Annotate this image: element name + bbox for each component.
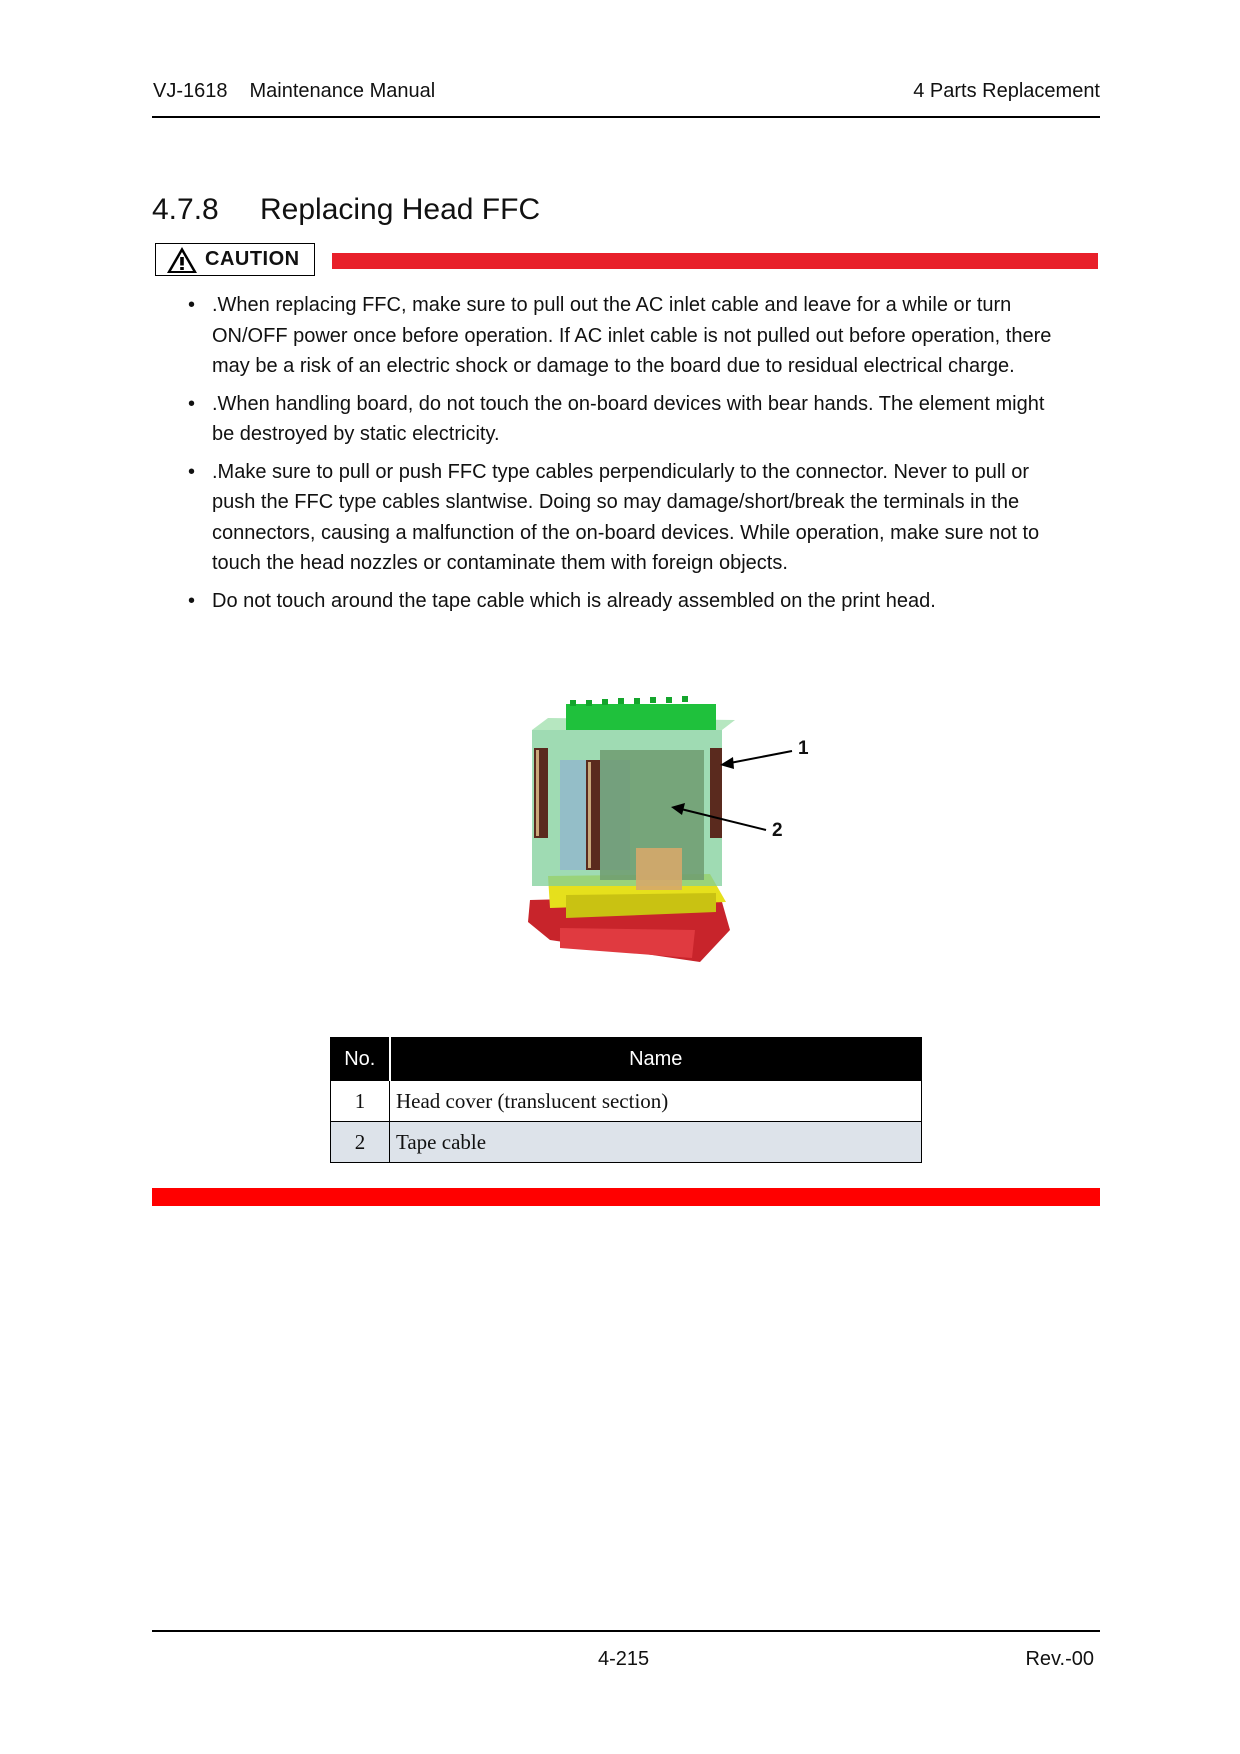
footer-divider bbox=[152, 1630, 1100, 1632]
revision-label: Rev.-00 bbox=[1025, 1648, 1094, 1670]
callout-1: 1 bbox=[798, 738, 809, 759]
warning-icon bbox=[166, 246, 198, 274]
table-row bbox=[331, 1122, 922, 1163]
caution-bar bbox=[332, 253, 1098, 269]
section-number: 4.7.8 bbox=[152, 192, 219, 226]
print-head-illustration bbox=[500, 690, 860, 980]
cell-name: Tape cable bbox=[390, 1122, 922, 1163]
callout-2: 2 bbox=[772, 820, 783, 841]
header-model: VJ-1618 bbox=[153, 80, 228, 102]
column-header-name: Name bbox=[390, 1038, 922, 1081]
table-row bbox=[331, 1081, 922, 1122]
parts-table bbox=[330, 1037, 922, 1163]
caution-badge bbox=[155, 243, 315, 276]
header-manual: Maintenance Manual bbox=[249, 80, 436, 102]
section-title-text: Replacing Head FFC bbox=[260, 192, 541, 226]
caution-label: CAUTION bbox=[205, 248, 300, 270]
page-number: 4-215 bbox=[598, 1648, 650, 1670]
caution-end-bar bbox=[152, 1188, 1100, 1206]
table-header-row bbox=[331, 1038, 922, 1081]
header-divider bbox=[152, 116, 1100, 118]
header-title bbox=[153, 80, 435, 103]
page-title bbox=[152, 193, 540, 227]
caution-item: • .When handling board, do not touch the on-board devices with bear hands. The element might be destroyed by static electricity. bbox=[188, 389, 1068, 450]
caution-item: • Do not touch around the tape cable which is already assembled on the print head. bbox=[188, 586, 1068, 617]
cell-name: Head cover (translucent section) bbox=[390, 1081, 922, 1122]
caution-item: • .When replacing FFC, make sure to pull out the AC inlet cable and leave for a while or turn ON/OFF power once before operation. If AC inlet cable is not pulled out before operation, there may be a risk of an electric shock or damage to the board due to residual electrical charge. bbox=[188, 290, 1068, 382]
column-header-no: No. bbox=[331, 1038, 390, 1081]
caution-list bbox=[188, 290, 1068, 623]
cell-no: 2 bbox=[331, 1122, 390, 1163]
print-head-figure bbox=[500, 690, 860, 980]
caution-item: • .Make sure to pull or push FFC type cables perpendicularly to the connector. Never to pull or push the FFC type cables slantwise. Doing so may damage/short/break the terminals in the connectors, causing a malfunction of the on-board devices. While operation, make sure not to touch the head nozzles or contaminate them with foreign objects. bbox=[188, 457, 1068, 579]
cell-no: 1 bbox=[331, 1081, 390, 1122]
header-chapter: 4 Parts Replacement bbox=[913, 80, 1100, 102]
